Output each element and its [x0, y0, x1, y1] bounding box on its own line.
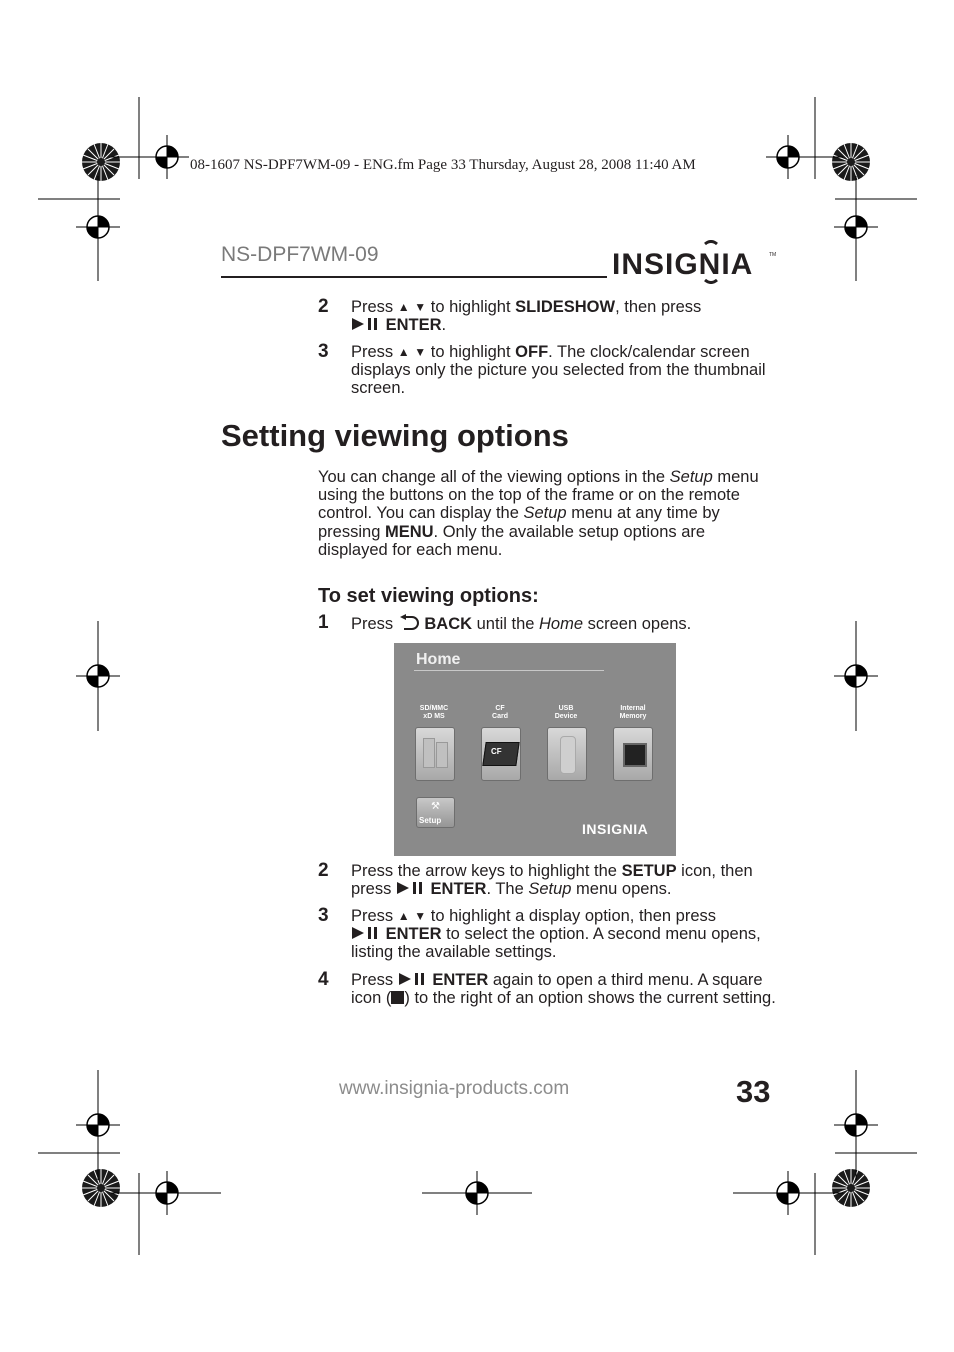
- down-arrow-icon: ▼: [414, 345, 427, 359]
- play-pause-icon: [351, 317, 381, 331]
- down-arrow-icon: ▼: [414, 909, 427, 923]
- home-screen-divider: [414, 670, 604, 671]
- home-screen-screenshot: [394, 643, 676, 856]
- internal-memory-label: Internal Memory: [619, 705, 647, 720]
- section-heading: Setting viewing options: [221, 418, 569, 453]
- step-text: Press the arrow keys to highlight the SETUP icon, then press ENTER. The Setup menu opens.: [351, 862, 753, 899]
- setup-icon: ⚒ Setup: [416, 797, 455, 828]
- home-screen-title: Home: [416, 651, 461, 668]
- insignia-logo-text: INSIGNIA: [612, 248, 754, 281]
- step-number: 2: [318, 860, 329, 881]
- usb-device-icon: [547, 727, 587, 781]
- header-divider: [221, 276, 607, 278]
- cf-card-label: CF Card: [492, 705, 508, 720]
- cf-card-icon: CF: [481, 727, 521, 781]
- step-number: 2: [318, 296, 329, 317]
- step-number: 1: [318, 612, 329, 633]
- up-arrow-icon: ▲: [397, 909, 410, 923]
- page-number: 33: [736, 1074, 771, 1109]
- insignia-logo: [612, 240, 777, 284]
- back-icon: [398, 614, 420, 632]
- step-text: Press BACK until the Home screen opens.: [351, 615, 692, 633]
- sd-card-icon: [415, 727, 455, 781]
- up-arrow-icon: ▲: [397, 345, 410, 359]
- step-text: Press ENTER again to open a third menu. A square icon ( ) to the right of an option shows the current setting.: [351, 971, 776, 1008]
- svg-text:TM: TM: [769, 252, 777, 258]
- play-pause-icon: [398, 972, 428, 986]
- sd-card-label: SD/MMC xD MS: [419, 705, 449, 720]
- printer-slug-line: 08-1607 NS-DPF7WM-09 - ENG.fm Page 33 Thursday, August 28, 2008 11:40 AM: [190, 157, 696, 173]
- step-text: Press ▲ ▼ to highlight SLIDESHOW, then press ENTER.: [351, 298, 702, 335]
- step-number: 3: [318, 905, 329, 926]
- home-screen-brand: INSIGNIA: [582, 821, 649, 837]
- internal-memory-icon: [613, 727, 653, 781]
- model-number: NS-DPF7WM-09: [221, 243, 379, 266]
- procedure-heading: To set viewing options:: [318, 585, 539, 607]
- intro-paragraph: You can change all of the viewing options in the Setup menu using the buttons on the top of the frame or on the remote control. You can display the Setup menu at any time by pressing MENU. Only the available setup options are displayed for each menu.: [318, 468, 759, 559]
- square-icon: [391, 991, 404, 1004]
- up-arrow-icon: ▲: [397, 300, 410, 314]
- step-number: 4: [318, 969, 329, 990]
- step-text: Press ▲ ▼ to highlight OFF. The clock/calendar screen displays only the picture you selected from the thumbnail screen.: [351, 343, 766, 398]
- play-pause-icon: [351, 926, 381, 940]
- play-pause-icon: [396, 881, 426, 895]
- down-arrow-icon: ▼: [414, 300, 427, 314]
- footer-url: www.insignia-products.com: [339, 1078, 570, 1099]
- usb-device-label: USB Device: [554, 705, 578, 720]
- step-number: 3: [318, 341, 329, 362]
- step-text: Press ▲ ▼ to highlight a display option, then press ENTER to select the option. A second menu opens, listing the available settings.: [351, 907, 761, 962]
